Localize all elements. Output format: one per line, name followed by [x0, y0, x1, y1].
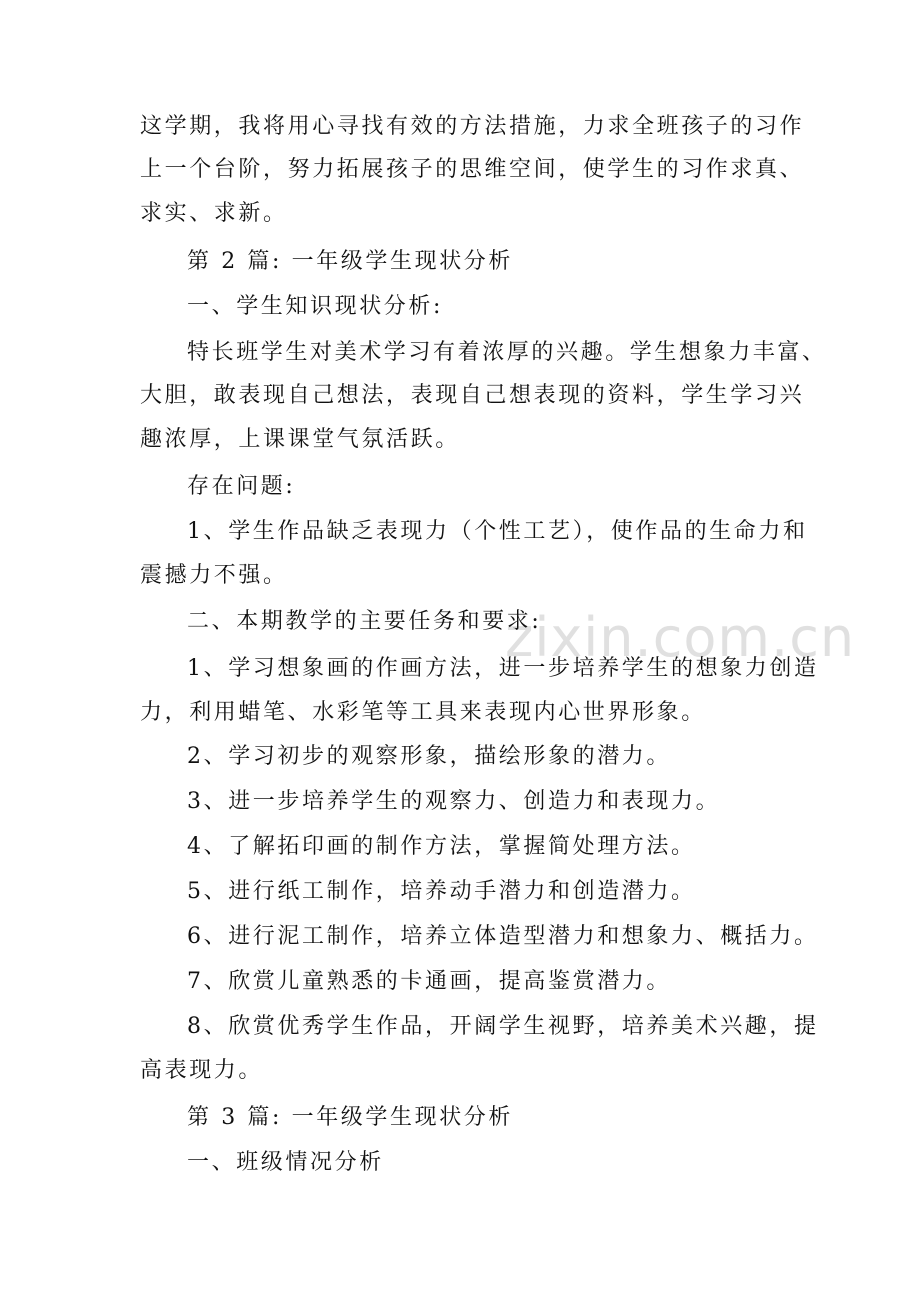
paragraph-line: 求实、求新。	[140, 201, 288, 226]
paragraph-line: 这学期，我将用心寻找有效的方法措施，力求全班孩子的习作	[140, 114, 805, 139]
list-item: 3、进一步培养学生的观察力、创造力和表现力。	[187, 789, 721, 814]
subheading: 一、班级情况分析	[187, 1150, 384, 1175]
list-item-continuation: 高表现力。	[140, 1058, 264, 1083]
list-item-continuation: 力，利用蜡笔、水彩笔等工具来表现内心世界形象。	[140, 700, 706, 725]
paragraph-line: 上一个台阶，努力拓展孩子的思维空间，使学生的习作求真、	[140, 157, 805, 182]
watermark: zixin.com.cn	[505, 606, 856, 669]
section-heading: 第 3 篇: 一年级学生现状分析	[187, 1105, 513, 1130]
list-item: 5、进行纸工制作，培养动手潜力和创造潜力。	[187, 879, 696, 904]
list-item: 4、了解拓印画的制作方法，掌握简处理方法。	[187, 834, 696, 859]
list-item: 8、欣赏优秀学生作品，开阔学生视野，培养美术兴趣，提	[187, 1014, 819, 1039]
list-item: 1、学生作品缺乏表现力（个性工艺），使作品的生命力和	[187, 519, 808, 544]
paragraph-line: 趣浓厚，上课课堂气氛活跃。	[140, 427, 460, 452]
paragraph-line: 特长班学生对美术学习有着浓厚的兴趣。学生想象力丰富、	[187, 340, 827, 365]
subheading: 存在问题:	[187, 474, 296, 499]
list-item: 6、进行泥工制作，培养立体造型潜力和想象力、概括力。	[187, 924, 819, 949]
subheading: 一、学生知识现状分析:	[187, 294, 444, 319]
subheading: 二、本期教学的主要任务和要求:	[187, 609, 542, 634]
section-heading: 第 2 篇: 一年级学生现状分析	[187, 249, 513, 274]
paragraph-line: 大胆，敢表现自己想法，表现自己想表现的资料，学生学习兴	[140, 383, 805, 408]
list-item-continuation: 震撼力不强。	[140, 563, 288, 588]
list-item: 2、学习初步的观察形象，描绘形象的潜力。	[187, 744, 671, 769]
list-item: 1、学习想象画的作画方法，进一步培养学生的想象力创造	[187, 656, 819, 681]
list-item: 7、欣赏儿童熟悉的卡通画，提高鉴赏潜力。	[187, 969, 671, 994]
